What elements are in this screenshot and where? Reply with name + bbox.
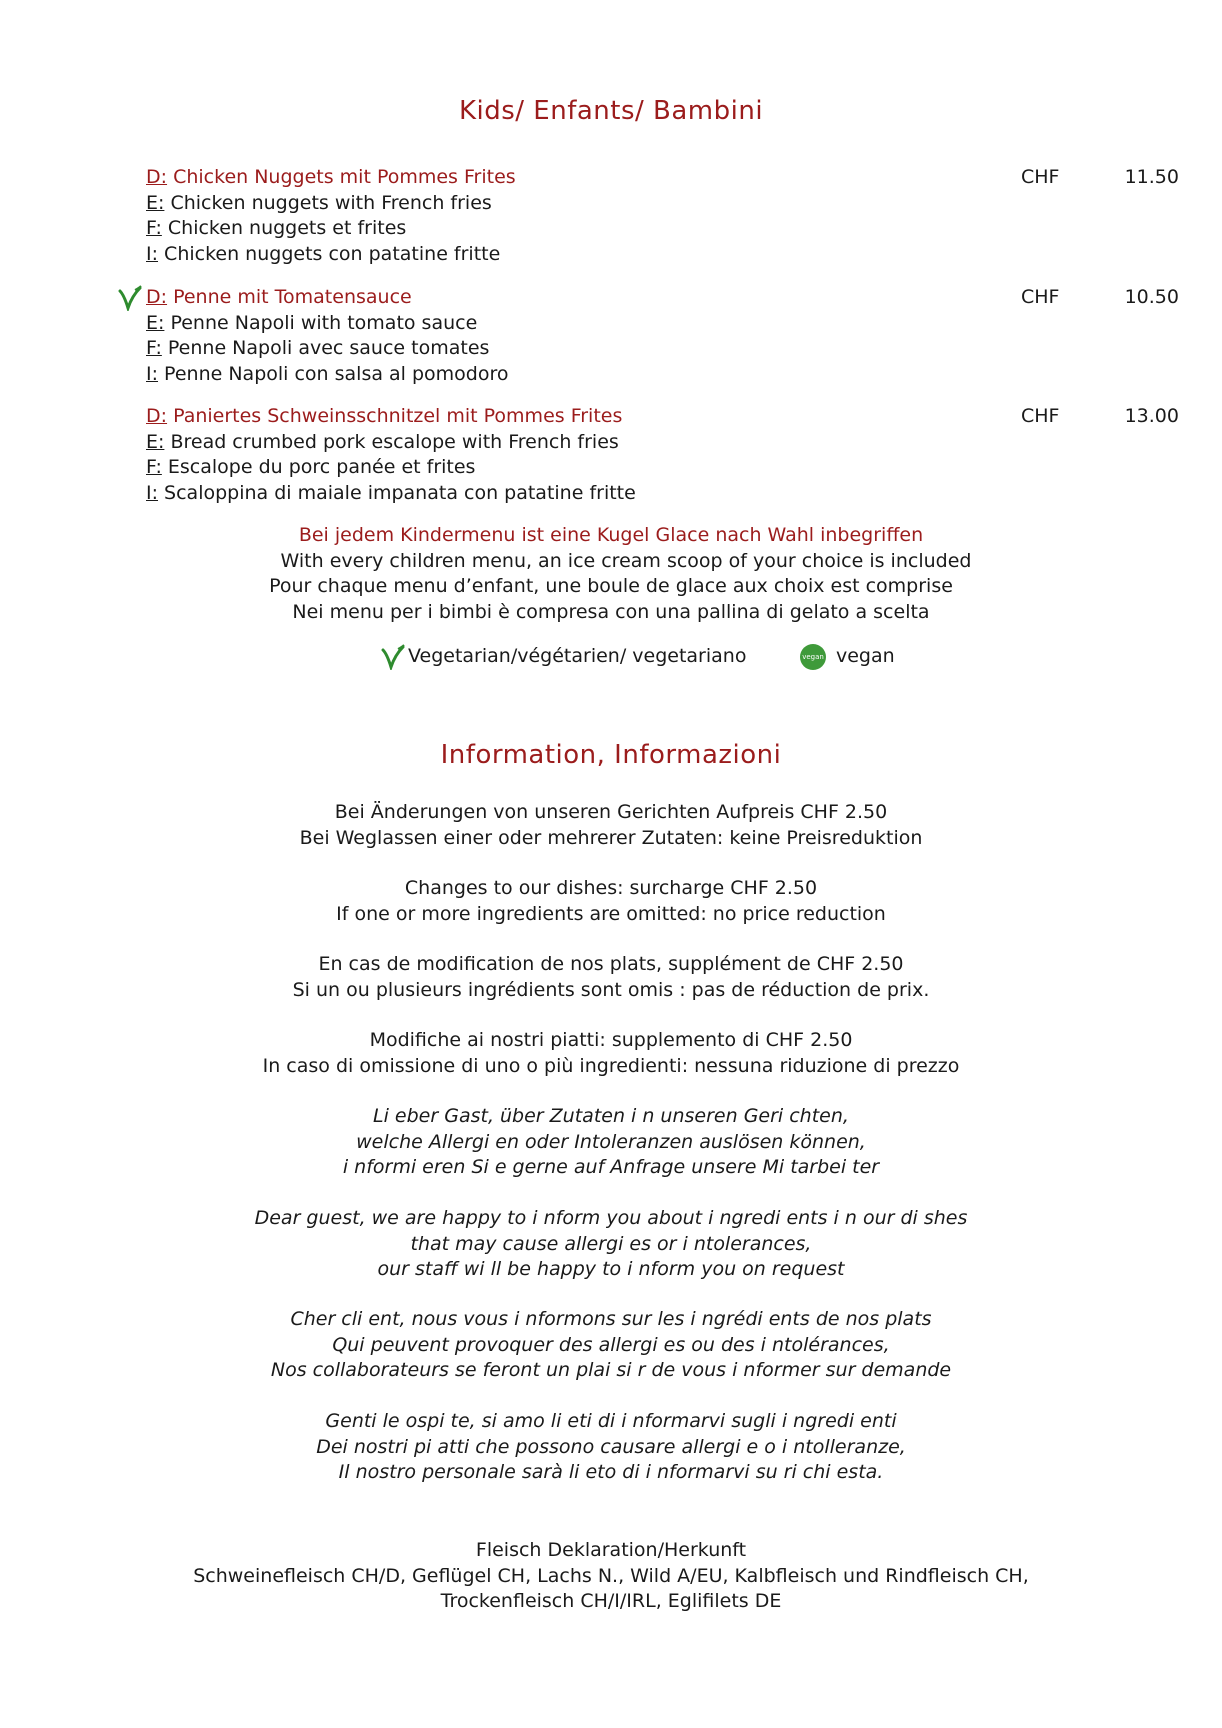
meat-declaration <box>0 1538 1222 1615</box>
vegetarian-icon <box>380 644 406 670</box>
info-line: Bei Änderungen von unseren Gerichten Aufpreis CHF 2.50 <box>334 801 888 823</box>
lang-prefix-it: I: <box>146 362 159 385</box>
info-line: Changes to our dishes: surcharge CHF 2.50 <box>404 877 818 899</box>
ice-cream-note-en: With every children menu, an ice cream scoop of your choice is included <box>280 549 972 572</box>
price-currency: CHF <box>1021 405 1060 427</box>
allergy-line: our staff wi ll be happy to i nform you on request <box>377 1258 845 1280</box>
menu-line-en <box>146 311 1146 337</box>
lang-prefix-fr: F: <box>146 337 162 359</box>
allergy-paragraph-de <box>0 1104 1222 1181</box>
allergy-line: Il nostro personale sarà li eto di i nformarvi su ri chi esta. <box>338 1461 884 1483</box>
info-paragraph-fr <box>0 952 1222 1003</box>
info-line: En cas de modification de nos plats, supplément de CHF 2.50 <box>318 953 904 975</box>
legend-vegetarian <box>380 642 746 670</box>
lang-prefix-de: D: <box>146 405 168 427</box>
menu-text-en: Penne Napoli with tomato sauce <box>164 311 478 334</box>
lang-prefix-fr: F: <box>146 456 162 478</box>
allergy-paragraph-fr <box>0 1307 1222 1384</box>
allergy-paragraph-en <box>0 1206 1222 1283</box>
allergy-line: welche Allergi en oder Intoleranzen auslösen können, <box>356 1130 866 1153</box>
menu-line-fr <box>146 216 1146 242</box>
ice-cream-note-de: Bei jedem Kindermenu ist eine Kugel Glace nach Wahl inbegriffen <box>298 524 924 546</box>
kids-section-title: Kids/ Enfants/ Bambini <box>458 96 764 126</box>
allergy-line: Cher cli ent, nous vous i nformons sur les i ngrédi ents de nos plats <box>290 1308 932 1330</box>
menu-item-penne <box>146 285 1179 387</box>
ice-cream-note-it: Nei menu per i bimbi è compresa con una pallina di gelato a scelta <box>292 600 930 623</box>
info-line: Si un ou plusieurs ingrédients sont omis : pas de réduction de prix. <box>292 978 930 1001</box>
menu-text-it: Penne Napoli con salsa al pomodoro <box>158 362 509 385</box>
allergy-line: that may cause allergi es or i ntolerances, <box>410 1232 812 1255</box>
menu-line-fr <box>146 455 1146 481</box>
price-currency: CHF <box>1021 166 1060 188</box>
vegan-icon: vegan <box>800 644 826 670</box>
price-currency: CHF <box>1021 286 1060 308</box>
legend-vegan-label: vegan <box>836 645 895 667</box>
lang-prefix-en: E: <box>146 430 165 453</box>
allergy-line: Qui peuvent provoquer des allergi es ou des i ntolérances, <box>332 1333 890 1356</box>
info-section-title: Information, Informazioni <box>440 740 782 770</box>
legend-vegetarian-label: Vegetarian/végétarien/ vegetariano <box>408 645 747 667</box>
allergy-line: Nos collaborateurs se feront un plai si r de vous i nformer sur demande <box>270 1359 952 1381</box>
lang-prefix-de: D: <box>146 286 168 308</box>
lang-prefix-it: I: <box>146 481 159 504</box>
menu-text-de: Chicken Nuggets mit Pommes Frites <box>167 166 516 188</box>
menu-text-en: Chicken nuggets with French fries <box>164 191 492 214</box>
meat-declaration-line: Schweinefleisch CH/D, Geflügel CH, Lachs N., Wild A/EU, Kalbfleisch und Rindfleisch CH, <box>193 1564 1029 1587</box>
lang-prefix-fr: F: <box>146 217 162 239</box>
menu-text-it: Chicken nuggets con patatine fritte <box>158 242 501 265</box>
menu-line-de <box>146 404 1146 430</box>
lang-prefix-en: E: <box>146 311 165 334</box>
menu-line-en <box>146 430 1146 456</box>
price-value: 13.00 <box>1124 405 1179 427</box>
info-paragraph-de <box>0 800 1222 851</box>
menu-line-fr <box>146 336 1146 362</box>
menu-item-schnitzel <box>146 404 1179 506</box>
allergy-line: Genti le ospi te, si amo li eti di i nformarvi sugli i ngredi enti <box>325 1410 897 1432</box>
menu-line-de <box>146 165 1146 191</box>
allergy-line: Dei nostri pi atti che possono causare allergi e o i ntolleranze, <box>316 1435 906 1458</box>
menu-item-chicken-nuggets <box>146 165 1179 267</box>
menu-line-de <box>146 285 1146 311</box>
meat-declaration-title: Fleisch Deklaration/Herkunft <box>475 1539 747 1561</box>
menu-text-de: Penne mit Tomatensauce <box>167 286 412 308</box>
diet-legend <box>0 642 1222 672</box>
allergy-paragraph-it <box>0 1409 1222 1486</box>
menu-line-it <box>146 481 1146 507</box>
info-paragraph-en <box>0 876 1222 927</box>
price-value: 10.50 <box>1124 286 1179 308</box>
meat-declaration-line: Trockenfleisch CH/I/IRL, Eglifilets DE <box>440 1590 782 1612</box>
menu-text-fr: Chicken nuggets et frites <box>161 217 407 239</box>
vegetarian-icon <box>117 285 143 311</box>
ice-cream-note-fr: Pour chaque menu d’enfant, une boule de glace aux choix est comprise <box>269 575 953 597</box>
info-line: Bei Weglassen einer oder mehrerer Zutaten: keine Preisreduktion <box>299 826 923 849</box>
info-line: Modifiche ai nostri piatti: supplemento di CHF 2.50 <box>369 1029 853 1051</box>
allergy-line: Li eber Gast, über Zutaten i n unseren Geri chten, <box>373 1105 849 1127</box>
menu-text-en: Bread crumbed pork escalope with French fries <box>164 430 619 453</box>
lang-prefix-it: I: <box>146 242 159 265</box>
menu-line-it <box>146 362 1146 388</box>
menu-line-en <box>146 191 1146 217</box>
info-line: In caso di omissione di uno o più ingredienti: nessuna riduzione di prezzo <box>262 1054 960 1077</box>
menu-line-it <box>146 242 1146 268</box>
menu-text-it: Scaloppina di maiale impanata con patatine fritte <box>158 481 636 504</box>
info-line: If one or more ingredients are omitted: no price reduction <box>336 902 886 925</box>
allergy-line: Dear guest, we are happy to i nform you about i ngredi ents i n our di shes <box>254 1207 968 1229</box>
info-paragraph-it <box>0 1028 1222 1079</box>
lang-prefix-de: D: <box>146 166 168 188</box>
price-value: 11.50 <box>1124 166 1179 188</box>
menu-text-fr: Penne Napoli avec sauce tomates <box>161 337 490 359</box>
menu-text-de: Paniertes Schweinsschnitzel mit Pommes Frites <box>167 405 623 427</box>
ice-cream-note <box>0 523 1222 625</box>
menu-text-fr: Escalope du porc panée et frites <box>161 456 476 478</box>
legend-vegan <box>800 642 895 670</box>
lang-prefix-en: E: <box>146 191 165 214</box>
allergy-line: i nformi eren Si e gerne auf Anfrage unsere Mi tarbei ter <box>342 1156 880 1178</box>
